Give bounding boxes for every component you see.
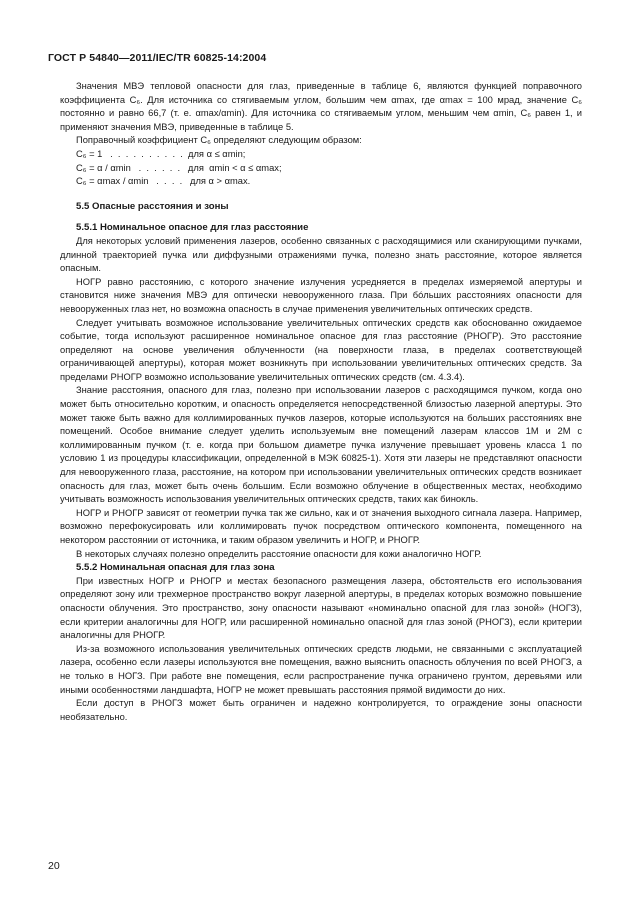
document-body [60,80,582,724]
subsection-heading: 5.5.1 Номинальное опасное для глаз расстояние [76,222,309,234]
page-header: ГОСТ Р 54840—2011/IEC/TR 60825-14:2004 [48,52,267,64]
paragraph: В некоторых случаях полезно определить расстояние опасности для кожи аналогично НОГР. [76,548,482,559]
paragraph: Следует учитывать возможное использование увеличительных оптических средств как обоснованно ожидаемое событие, тогда используют расширенное номинальное опасное для глаз расстояние (РНОГР). Это расстояние определяют на основе увеличения облученности (на поверхности глаза, в пределах соответствующей ограничивающей апертуры), которая может возникнуть при использовании увеличительных оптических средств. За пределами РНОГР возможно использование увеличительных оптических средств (см. 4.3.4). [60,317,582,382]
paragraph: НОГР и РНОГР зависят от геометрии пучка так же сильно, как и от значения выходного сигнала лазера. Например, возможно перефокусировать или коллимировать пучок посредством оптического компонента, помещенного на некотором расстоянии от источника, и таким образом увеличить и НОГР, и РНОГР. [60,507,582,545]
formula-line: C₆ = α / αmin . . . . . . для αmin < α ≤ αmax; [76,162,282,173]
paragraph: Значения МВЭ тепловой опасности для глаз, приведенные в таблице 6, являются функцией поправочного коэффициента C₆. Для источника со стягиваемым углом, большим чем αmax, где αmax = 100 мрад, значение C₆ постоянно и равно 66,7 (т. е. αmax/αmin). Для источника со стягиваемым углом, меньшим чем αmin, C₆ равен 1, и применяют значения МВЭ, приведенные в таблице 5. [60,81,582,132]
paragraph: Из-за возможного использования увеличительных оптических средств людьми, не связанными с эксплуатацией лазера, особенно если лазеры используются вне помещения, важно выяснить опасность облучения по всей РНОГЗ, а не только в НОГЗ. При работе вне помещения, если распространение пучка ограничено грунтом, деревьями или иными особенностями ландшафта, НОГР не может превышать расстояния прямой видимости до них. [60,643,582,695]
subsection-heading: 5.5.2 Номинальная опасная для глаз зона [76,562,275,574]
formula-line: C₆ = 1 . . . . . . . . . . для α ≤ αmin; [76,148,246,159]
page-number: 20 [48,860,60,872]
paragraph: НОГР равно расстоянию, с которого значение излучения усредняется в пределах измеряемой апертуры и становится ниже значения МВЭ для оптически невооруженного глаза. При бóльших расстояниях опасности для невооруженных глаз нет, но возможна опасность в случае применения увеличительных оптических средств. [60,276,582,314]
formula-line: C₆ = αmax / αmin . . . . для α > αmax. [76,176,251,187]
section-heading: 5.5 Опасные расстояния и зоны [76,200,229,212]
paragraph: Знание расстояния, опасного для глаз, полезно при использовании лазеров с расходящимся пучком, когда оно может быть относительно коротким, и опасность определяется непосредственной близостью лазерной апертуры. Это может также быть важно для коллимированных пучков лазеров, которые используются на больших расстояниях вне помещений. Особое внимание следует уделить используемым вне помещений лазерам классов 1М и 2М с коллимированным пучком (т. е. когда при большом диаметре пучка излучение превышает уровень класса 1 по условию 1 из процедуры классификации, определенной в МЭК 60825-1). Хотя эти лазеры не представляют опасности для невооруженного глаза, расстояние, на котором при использовании увеличительных оптических средств возникает опасность для глаз, может быть очень большим. Если возможно облучение в общественных местах, необходимо учитывать возможность использования увеличительных оптических средств, таких как бинокль. [60,385,582,505]
paragraph: Поправочный коэффициент C₆ определяют следующим образом: [76,135,362,146]
paragraph: При известных НОГР и РНОГР и местах безопасного размещения лазера, обстоятельств его использования определяют зону или трехмерное пространство вокруг лазерной апертуры, в пределах которых возможно повышение опасности облучения. Это пространство, зону опасности называют «номинально опасной для глаз зоной» (НОГЗ), если критерии аналогичны для НОГР, или расширенной номинально опасной для глаз зоной (РНОГЗ), если критерии аналогичны для РНОГР. [60,575,582,641]
paragraph: Для некоторых условий применения лазеров, особенно связанных с расходящимися или сканирующими пучками, длинной траекторией пучка или диффузными отражениями пучка, полезно знать расстояние, которое является опасным. [60,235,582,274]
paragraph: Если доступ в РНОГЗ может быть ограничен и надежно контролируется, то ограждение зоны опасности необязательно. [60,698,582,722]
